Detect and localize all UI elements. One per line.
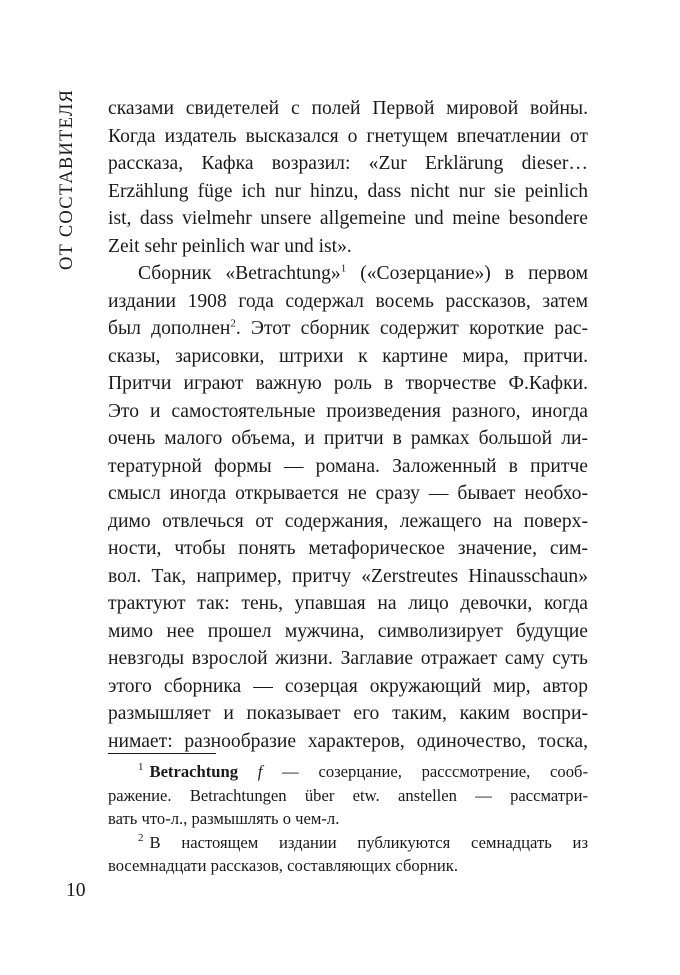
text-line: трактуют так: тень, упавшая на лицо девочки, когда [108, 593, 588, 614]
text-line: Притчи играют важную роль в творчестве Ф.Кафки. [108, 373, 588, 394]
text-line: Erzählung füge ich nur hinzu, dass nicht nur sie peinlich [108, 180, 588, 202]
footnote-2-line: восемнадцати рассказов, составляющих сборник. [108, 856, 458, 875]
text-line: смысл иногда открывается не сразу — бывает необхо- [108, 483, 588, 504]
footnote-1-term: Betrachtung [149, 762, 238, 781]
text-line: нимает: разнообразие характеров, одиночество, тоска, [108, 730, 588, 752]
text-line: ist, dass vielmehr unsere allgemeine und meine besondere [108, 208, 588, 229]
footnote-2-number: 2 [138, 831, 144, 844]
text-line [108, 315, 588, 343]
text-segment: В настоящем издании публикуются семнадцать из [149, 832, 588, 852]
running-header-vertical: ОТ СОСТАВИТЕЛЯ [57, 88, 77, 270]
footnote-1-number: 1 [138, 761, 144, 774]
text-line: сказами свидетелей с полей Первой мировой войны. [108, 98, 588, 119]
text-segment: был дополнен [108, 318, 231, 339]
footnote-ref-1[interactable]: 1 [340, 262, 347, 275]
footnotes-block [108, 760, 588, 878]
text-line: вол. Так, например, притчу «Zerstreutes Hinausschaun» [108, 565, 588, 587]
text-line: сказы, зарисовки, штрихи к картине мира, притчи. [108, 345, 588, 367]
paragraph-first-line [108, 260, 588, 288]
text-line: издании 1908 года содержал восемь рассказов, затем [108, 290, 588, 312]
text-line: невзгоды взрослой жизни. Заглавие отражает саму суть [108, 648, 588, 669]
text-line: этого сборника — созерцая окружающий мир, автор [108, 675, 588, 697]
footnote-1-line: вать что-л., размышлять о чем-л. [108, 809, 340, 828]
text-line: размышляет и показывает его таким, каким воспри- [108, 703, 588, 724]
text-line: тературной формы — романа. Заложенный в притче [108, 455, 588, 477]
footnote-1-gender: f [257, 762, 263, 781]
footnote-ref-2[interactable]: 2 [230, 317, 236, 330]
text-segment: . Этот сборник содержит короткие рас- [235, 318, 588, 339]
text-segment: — созерцание, расссмотрение, сооб- [262, 762, 588, 781]
text-line: мимо нее прошел мужчина, символизирует будущие [108, 620, 588, 642]
text-line: Zeit sehr peinlich war und ist». [108, 235, 352, 257]
main-text-block [108, 95, 588, 755]
text-line: димо отвлечься от содержания, лежащего на поверх- [108, 510, 588, 532]
text-line: Когда издатель высказался о гнетущем впечатлении от [108, 125, 588, 147]
footnote-1-line [108, 760, 588, 784]
text-segment: («Созерцание») в первом [346, 263, 588, 284]
text-line: очень малого объема, и притчи в рамках большой ли- [108, 428, 588, 449]
text-line: ности, чтобы понять метафорическое значение, сим- [108, 538, 588, 559]
footnote-1-line: ражение. Betrachtungen über etw. anstellen — рассматри- [108, 785, 588, 805]
footnote-2-line [108, 831, 588, 855]
text-line: рассказа, Кафка возразил: «Zur Erklärung dieser… [108, 153, 588, 174]
text-segment: Сборник «Betrachtung» [138, 263, 341, 284]
footnote-divider [108, 753, 216, 754]
text-line: Это и самостоятельные произведения разного, иногда [108, 400, 588, 422]
page-number: 10 [66, 880, 86, 901]
